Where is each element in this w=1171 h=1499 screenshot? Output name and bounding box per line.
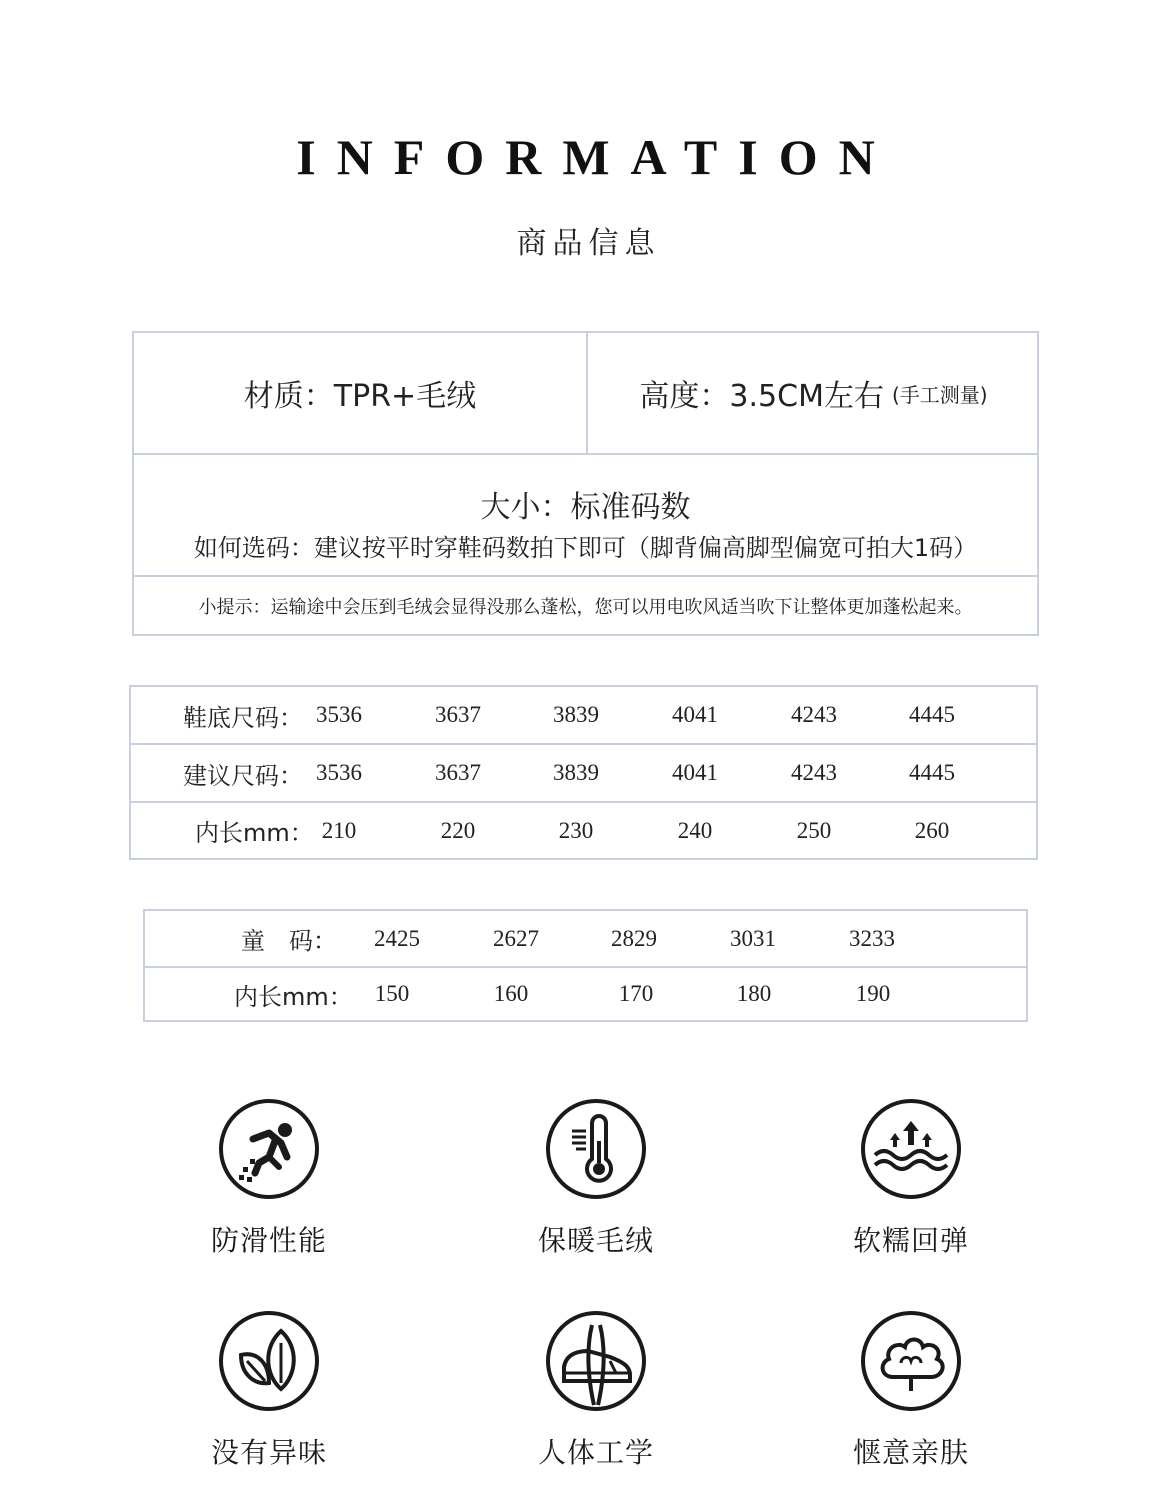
feature-odorless xyxy=(169,1309,369,1471)
table-cell: 3536 xyxy=(316,760,362,785)
adult-size-table xyxy=(129,685,1038,860)
table-cell: 4243 xyxy=(791,702,837,727)
feature-warm-plush xyxy=(496,1097,696,1259)
table-cell: 260 xyxy=(914,817,950,843)
soft-rebound-icon xyxy=(859,1097,963,1201)
table-cell: 2425 xyxy=(374,925,420,951)
thermometer-icon xyxy=(544,1097,648,1201)
leaves-icon xyxy=(217,1309,321,1413)
row-label: 童 码： xyxy=(241,927,337,955)
feature-label: 人体工学 xyxy=(537,1436,654,1469)
tip-text: 小提示：运输途中会压到毛绒会显得没那么蓬松，您可以用电吹风适当吹下让整体更加蓬松起来。 xyxy=(198,596,973,618)
info-row-size xyxy=(134,455,1037,577)
feature-skin-friendly xyxy=(811,1309,1011,1471)
table-cell: 240 xyxy=(677,817,713,843)
table-cell: 4445 xyxy=(909,760,955,785)
table-cell: 180 xyxy=(736,981,772,1006)
table-cell: 230 xyxy=(558,817,594,843)
row-label: 内长mm： xyxy=(195,819,314,847)
table-cell: 250 xyxy=(796,817,832,843)
table-cell: 3536 xyxy=(316,702,362,727)
table-cell: 170 xyxy=(618,981,654,1006)
slip-resistant-icon xyxy=(217,1097,321,1201)
product-info-box xyxy=(132,331,1039,636)
height-cell xyxy=(588,333,1039,453)
table-cell: 3637 xyxy=(435,702,481,727)
material-text: 材质：TPR+毛绒 xyxy=(243,379,477,414)
feature-label: 没有异味 xyxy=(210,1436,327,1469)
row-label: 鞋底尺码： xyxy=(183,703,303,732)
feature-slip-resistant xyxy=(169,1097,369,1259)
feature-label: 防滑性能 xyxy=(210,1224,327,1257)
feature-ergonomic xyxy=(496,1309,696,1471)
table-cell: 4041 xyxy=(672,702,718,727)
feature-soft-rebound xyxy=(811,1097,1011,1259)
page-title: INFORMATION xyxy=(296,129,896,185)
table-cell: 4445 xyxy=(909,702,955,727)
row-label: 内长mm： xyxy=(234,982,353,1011)
kids-size-table xyxy=(143,909,1028,1022)
info-row-tip xyxy=(134,577,1037,634)
table-row xyxy=(131,803,1036,858)
page-subtitle: 商品信息 xyxy=(516,226,661,261)
feature-label: 软糯回弹 xyxy=(852,1224,969,1257)
table-cell: 190 xyxy=(855,981,891,1006)
ergonomic-shoe-icon xyxy=(544,1309,648,1413)
table-row xyxy=(131,745,1036,803)
table-row xyxy=(145,968,1026,1020)
table-cell: 3839 xyxy=(553,760,599,785)
table-cell: 3637 xyxy=(435,760,481,785)
how-to-choose-text: 如何选码：建议按平时穿鞋码数拍下即可（脚背偏高脚型偏宽可拍大1码） xyxy=(193,534,978,562)
table-row xyxy=(145,911,1026,968)
table-cell: 220 xyxy=(440,817,476,843)
cotton-cloud-icon xyxy=(859,1309,963,1413)
table-cell: 4041 xyxy=(672,760,718,785)
info-row-material-height xyxy=(134,333,1037,455)
table-cell: 150 xyxy=(374,981,410,1006)
size-text: 大小：标准码数 xyxy=(480,490,691,525)
table-cell: 3233 xyxy=(849,925,895,951)
table-cell: 4243 xyxy=(791,760,837,785)
table-cell: 2627 xyxy=(493,925,539,951)
feature-label: 惬意亲肤 xyxy=(852,1436,969,1469)
table-cell: 3031 xyxy=(730,925,776,951)
row-label: 建议尺码： xyxy=(183,761,303,790)
material-cell xyxy=(134,333,588,453)
height-note: (手工测量) xyxy=(891,382,988,407)
feature-label: 保暖毛绒 xyxy=(537,1224,654,1257)
height-text: 高度：3.5CM左右 xyxy=(639,379,884,414)
table-cell: 2829 xyxy=(611,925,657,951)
table-cell: 160 xyxy=(493,981,529,1006)
table-cell: 3839 xyxy=(553,702,599,727)
table-row xyxy=(131,687,1036,745)
table-cell: 210 xyxy=(321,817,357,843)
